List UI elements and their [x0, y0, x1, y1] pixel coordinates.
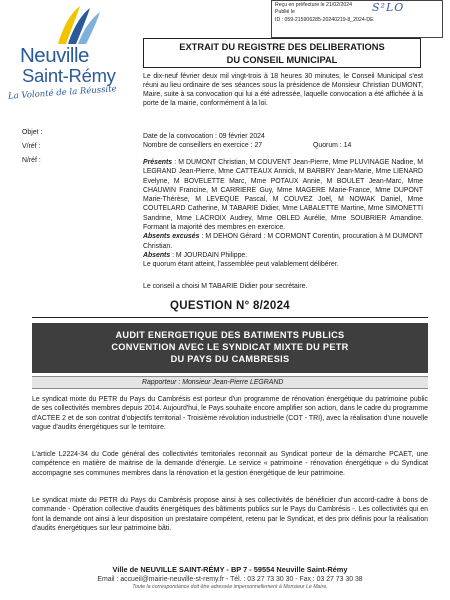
logo-name-saint-remy: Saint-Rémy — [22, 65, 116, 86]
stamp-published: Publié le — [275, 9, 295, 16]
header-line-2: DU CONSEIL MUNICIPAL — [226, 55, 338, 65]
footer-address: Ville de NEUVILLE SAINT-RÉMY - BP 7 - 59554 Neuville Saint-Rémy — [112, 565, 348, 574]
absents-list: : M JOURDAIN Philippe. — [170, 251, 248, 259]
town-logo — [7, 4, 142, 122]
presents-list: : M DUMONT Christian, M COUVENT Jean-Pierre, Mme PLUVINAGE Nadine, M LEGRAND Jean-Pierre, Mme CATTEAUX Annick, M BARBRY Jean-Marie, Mme LIENARD Evelyne, M BOVELETTE Marc, Mme POTAUX Annie, M BOULET Jean-Marc, Mme CHAUWIN Francine, M CARRIERE Guy, Mme MAGERE Marie-France, Mme DUPONT Marie-Thérèse, M LEVEQUE Pascal, M COUVEZ Joël, M NOWAK Daniel, Mme COUTELARD Catherine, M TABARIE Didier, Mme LABALETTE Martine, Mme SIMONETTI Sandrine, Mme LACROIX Audrey, Mme OBLED Aurélie, Mme SOUBRIER Amandine. Formant la majorité des membres en exercice. — [143, 159, 423, 232]
absents-excuses-paragraph — [143, 232, 423, 251]
presents-label: Présents — [143, 159, 173, 166]
footer-contact: Email : accueil@mairie-neuville-st-remy.fr - Tél. : 03 27 73 30 30 - Fax : 03 27 73 30 38 — [97, 576, 363, 583]
presents-paragraph — [143, 158, 423, 232]
body-paragraph-3: Le syndicat mixte du PETR du Pays du Cambrésis propose ainsi à ses collectivités de bénéficier d'un accord-cadre à bons de commande - Opération collective d'audits énergétiques des bâtiments publics sur le Pays du Cambrésis -. Les collectivités qui en font la demande ont ainsi à leur disposition un prestataire compétent, retenu par le Syndicat, et des prix définis pour la réalisation d'audits énergétiques sur leur patrimoine bâti. — [32, 497, 428, 532]
absents-excuses-list: : M DEHON Gérard : M CORMONT Corentin, procuration à M DUMONT Christian. — [143, 233, 424, 250]
member-count: Nombre de conseillers en exercice : 27 — [143, 142, 263, 150]
title-line-1: AUDIT ENERGETIQUE DES BATIMENTS PUBLICS — [115, 330, 345, 340]
title-line-2: CONVENTION AVEC LE SYNDICAT MIXTE DU PETR — [111, 342, 349, 352]
secretary-statement: Le conseil a choisi M TABARIE Didier pour secrétaire. — [143, 283, 308, 290]
logo-slogan: La Volonté de la Réussite — [7, 84, 118, 102]
convocation-date: Date de la convocation : 09 février 2024 — [143, 133, 265, 140]
quorum-count: Quorum : 14 — [313, 142, 352, 149]
logo-name-neuville: Neuville — [20, 44, 89, 67]
attendance-block — [143, 158, 423, 270]
header-line-1: EXTRAIT DU REGISTRE DES DELIBERATIONS — [179, 42, 385, 52]
body-paragraph-2: L'article L2224-34 du Code général des collectivités territoriales reconnait au Syndicat porteur de la démarche PCAET, une compétence en matière de maitrise de la demande d'énergie. Le service « patrimoine - rénovation énergétique » du Syndicat accompagne ses communes membres dans la rénovation et la gestion énergétique de leur patrimoine. — [32, 451, 428, 477]
absents-excuses-label: Absents excusés — [143, 233, 200, 241]
body-paragraph-1: Le syndicat mixte du PETR du Pays du Cambrésis est porteur d'un programme de rénovation énergétique du patrimoine public de ses collectivités membres depuis 2014. Aujourd'hui, le Pays souhaite encore amplifier son action, dans le cadre du programme d'ACTEE 2 et de son contrat d'objectifs territorial - Troisième révolution industrielle (COT - TRI), avec la réalisation d'une nouvelle vague d'audits énergétiques sur le territoire. — [32, 396, 428, 431]
label-nref: N/réf : — [22, 157, 41, 164]
quorum-statement: Le quorum étant atteint, l'assemblée peut valablement délibérer. — [143, 261, 339, 269]
register-header — [143, 38, 421, 68]
label-vref: V/réf : — [22, 143, 41, 150]
session-intro: Le dix-neuf février deux mil vingt-trois à 18 heures 30 minutes, le Conseil Municipal s'est réuni au lieu ordinaire de ses séances sous la présidence de Monsieur Christian DUMONT, Maire, suite à sa convocation qui lui a été adressée, laquelle convocation a été affichée à la porte de la mairie, conformément à la loi. — [143, 73, 423, 108]
logo-emblem-icon — [50, 4, 110, 46]
title-line-3: DU PAYS DU CAMBRESIS — [170, 354, 290, 364]
stamp-id: ID : 059-215906285-20240219-8_2024-DE — [275, 16, 374, 23]
footer-note: Toute la correspondance doit être adressée impersonnellement à Monsieur Le Maire. — [132, 584, 328, 590]
absents-paragraph — [143, 251, 423, 260]
convocation-details — [143, 132, 423, 150]
deliberation-title — [32, 323, 428, 373]
absents-label: Absents — [143, 251, 171, 259]
prefecture-stamp — [271, 0, 443, 38]
reference-labels — [22, 126, 42, 168]
question-number: QUESTION N° 8/2024 — [32, 300, 428, 318]
label-objet: Objet : — [22, 129, 43, 136]
page-footer — [32, 565, 428, 590]
stamp-signature-logo: S²LO — [372, 1, 405, 14]
stamp-received: Reçu en préfecture le 21/02/2024 — [275, 2, 353, 8]
rapporteur-band: Rapporteur : Monsieur Jean-Pierre LEGRAND — [32, 376, 428, 389]
